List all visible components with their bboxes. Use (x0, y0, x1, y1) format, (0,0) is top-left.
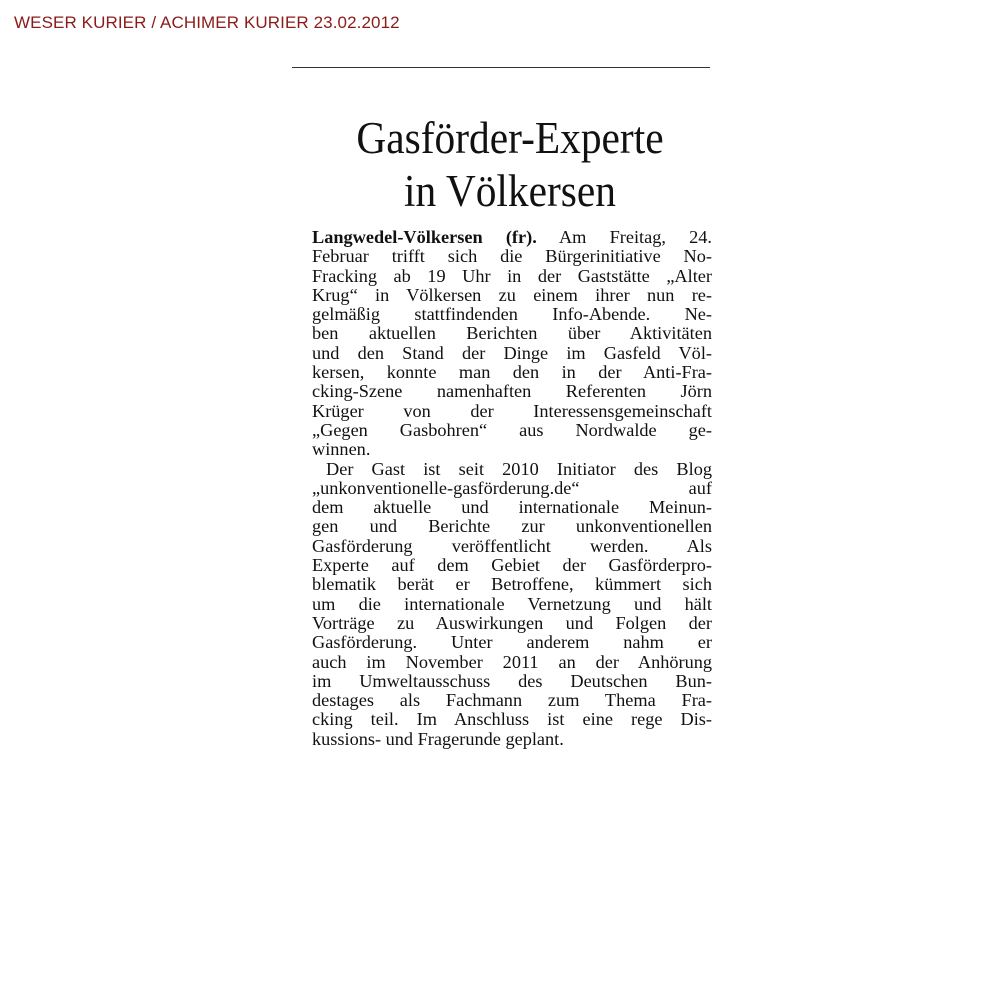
paragraph-1-line: cking-Szene namenhaften Referenten Jörn (312, 381, 712, 402)
paragraph-1-line: und den Stand der Dinge im Gasfeld Völ- (312, 342, 712, 363)
paragraph-2-line: Gasförderung veröffentlicht werden. Als (312, 535, 712, 556)
paragraph-2-line: im Umweltausschuss des Deutschen Bun- (312, 670, 712, 691)
paragraph-2-line: um die internationale Vernetzung und hält (312, 593, 712, 614)
source-line: WESER KURIER / ACHIMER KURIER 23.02.2012 (14, 13, 400, 32)
paragraph-1-line: „Gegen Gasbohren“ aus Nordwalde ge- (312, 419, 712, 440)
paragraph-1-line: kersen, konnte man den in der Anti-Fra- (312, 362, 712, 383)
paragraph-2-line: gen und Berichte zur unkonventionellen (312, 516, 712, 537)
paragraph-2-line: auch im November 2011 an der Anhörung (312, 651, 712, 672)
paragraph-1-line: Krug“ in Völkersen zu einem ihrer nun re- (312, 284, 712, 305)
paragraph-1-line: Februar trifft sich die Bürgerinitiative No- (312, 246, 712, 267)
paragraph-2-line: Vorträge zu Auswirkungen und Folgen der (312, 612, 712, 633)
paragraph-2-line: „unkonventionelle-gasförderung.de“ auf (312, 477, 712, 498)
paragraph-2-line: Der Gast ist seit 2010 Initiator des Blog (326, 458, 712, 479)
paragraph-2-line: dem aktuelle und internationale Meinun- (312, 497, 712, 518)
paragraph-1 (312, 228, 712, 460)
paragraph-1-line: gelmäßig stattfindenden Info-Abende. Ne- (312, 304, 712, 325)
headline-line-1: Gasförder-Experte (356, 113, 664, 163)
paragraph-1-line: ben aktuellen Berichten über Aktivitäten (312, 323, 712, 344)
divider-rule (292, 67, 710, 68)
paragraph-1-line: Fracking ab 19 Uhr in der Gaststätte „Alter (312, 265, 712, 286)
paragraph-1-line-text: Am Freitag, 24. (536, 227, 713, 247)
headline-line-2: in Völkersen (404, 166, 616, 216)
paragraph-1-line: Krüger von der Interessensgemeinschaft (312, 400, 712, 421)
paragraph-2-line: Gasförderung. Unter anderem nahm er (312, 632, 712, 653)
paragraph-1-line-1 (312, 228, 712, 247)
paragraph-2-line: blematik berät er Betroffene, kümmert sich (312, 574, 712, 595)
paragraph-2 (312, 460, 712, 749)
paragraph-2-line: kussions- und Fragerunde geplant. (312, 728, 564, 749)
article-body (312, 228, 712, 749)
paragraph-2-line: destages als Fachmann zum Thema Fra- (312, 690, 712, 711)
paragraph-2-line: cking teil. Im Anschluss ist eine rege Dis- (312, 709, 712, 730)
dateline: Langwedel-Völkersen (fr). (312, 227, 537, 247)
paragraph-1-line: winnen. (312, 439, 371, 460)
paragraph-2-line: Experte auf dem Gebiet der Gasförderpro- (312, 555, 712, 576)
headline (317, 112, 703, 218)
